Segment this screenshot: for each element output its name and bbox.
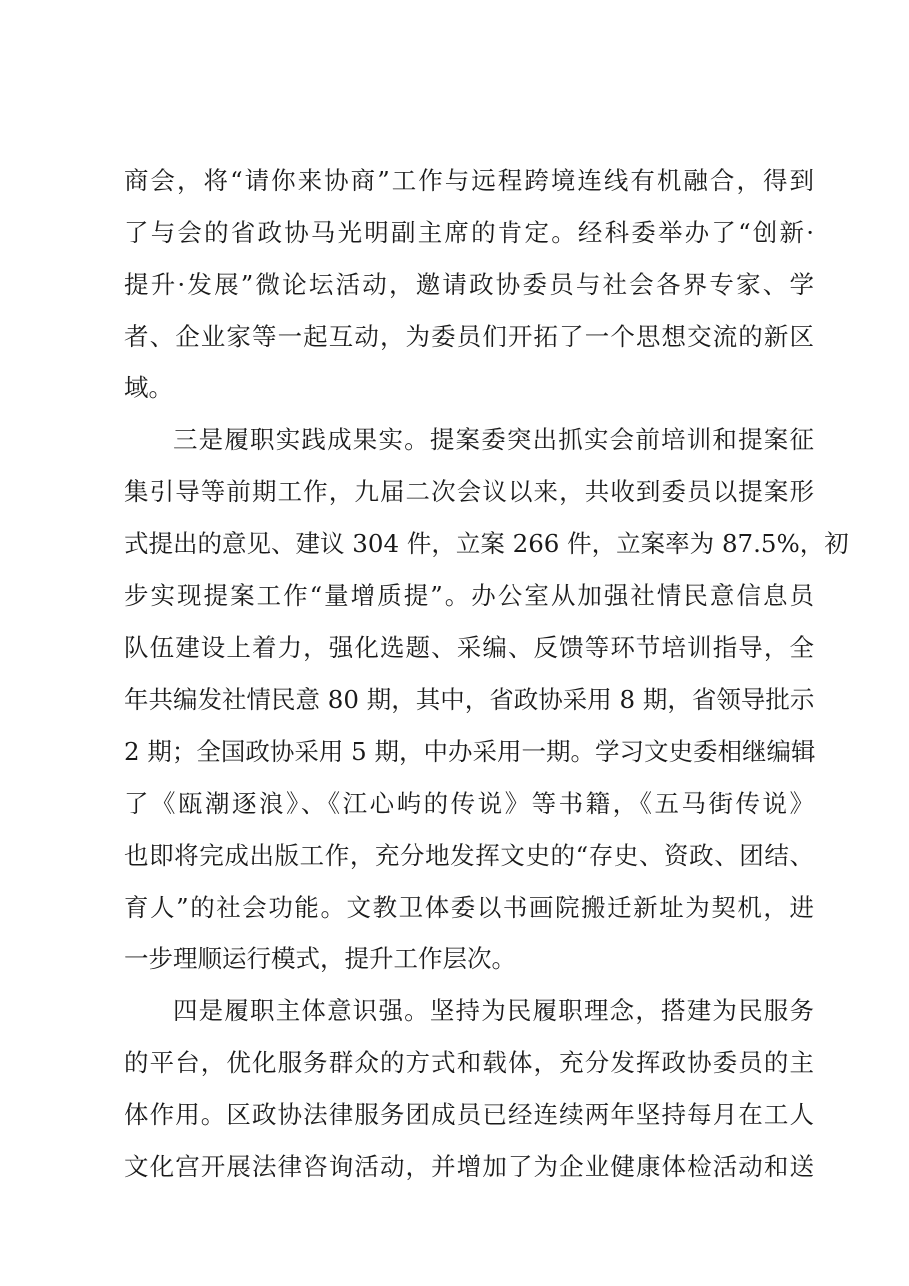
text-line: 一步理顺运行模式，提升工作层次。 [124,944,516,973]
text-line: 体作用。区政协法律服务团成员已经连续两年坚持每月在工人 [124,1100,814,1129]
text-line: 年共编发社情民意 80 期，其中，省政协采用 8 期，省领导批示 [124,685,815,714]
text-line: 育人”的社会功能。文教卫体委以书画院搬迁新址为契机，进 [124,893,814,922]
paragraph-first-line: 三是履职实践成果实。提案委突出抓实会前培训和提案征 [173,425,814,454]
text-line: 了与会的省政协马光明副主席的肯定。经科委举办了“创新· [124,218,814,247]
text-line: 步实现提案工作“量增质提”。办公室从加强社情民意信息员 [124,581,814,610]
text-line: 商会，将“请你来协商”工作与远程跨境连线有机融合，得到 [124,166,814,195]
text-line: 的平台，优化服务群众的方式和载体，充分发挥政协委员的主 [124,1048,814,1077]
text-line: 了《瓯潮逐浪》、《江心屿的传说》等书籍，《五马街传说》 [124,789,814,818]
text-line: 者、企业家等一起互动，为委员们开拓了一个思想交流的新区 [124,322,814,351]
text-line: 也即将完成出版工作，充分地发挥文史的“存史、资政、团结、 [124,841,814,870]
text-line: 式提出的意见、建议 304 件，立案 266 件，立案率为 87.5%，初 [124,529,849,558]
text-line: 域。 [124,373,173,402]
paragraph-first-line: 四是履职主体意识强。坚持为民履职理念，搭建为民服务 [173,996,814,1025]
text-line: 集引导等前期工作，九届二次会议以来，共收到委员以提案形 [124,477,814,506]
text-line: 文化宫开展法律咨询活动，并增加了为企业健康体检活动和送 [124,1152,814,1181]
text-line: 提升·发展”微论坛活动，邀请政协委员与社会各界专家、学 [124,270,814,299]
text-line: 2 期；全国政协采用 5 期，中办采用一期。学习文史委相继编辑 [124,737,816,766]
text-line: 队伍建设上着力，强化选题、采编、反馈等环节培训指导，全 [124,633,814,662]
